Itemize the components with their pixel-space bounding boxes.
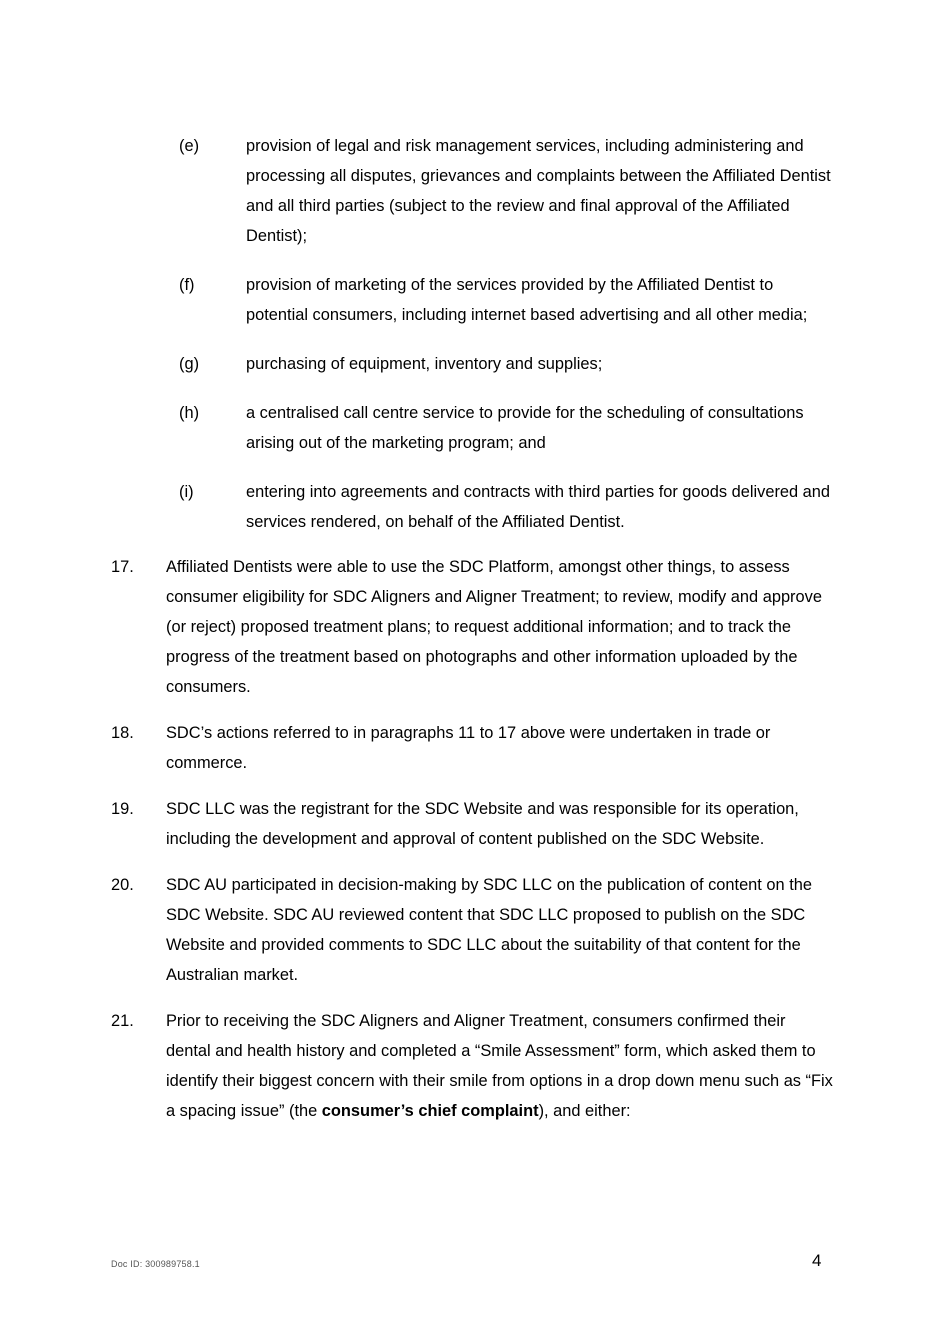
paragraph-19 <box>0 794 940 854</box>
paragraph-17 <box>0 552 940 702</box>
sub-item-h <box>0 398 940 458</box>
sub-item-e <box>0 131 940 251</box>
sub-item-label: (e) <box>179 137 200 155</box>
sub-item-label: (g) <box>179 355 200 373</box>
page-content <box>0 131 940 1142</box>
paragraph-text: SDC AU participated in decision-making by SDC LLC on the publication of content on the SDC Website. SDC AU reviewed content that SDC LLC proposed to publish on the SDC Website and provided comments to SDC LLC about the suitability of that content for the Australian market. <box>166 876 812 984</box>
paragraph-number: 21. <box>111 1012 134 1030</box>
paragraph-text-start: Prior to receiving the SDC Aligners and Aligner Treatment, consumers confirmed their dental and health history and completed a “Smile Assessment” form, which asked them to identify their biggest concern with their smile from options in a drop down menu such as “Fix a spacing issue” (the <box>166 1012 833 1120</box>
sub-item-text: provision of legal and risk management services, including administering and processing all disputes, grievances and complaints between the Affiliated Dentist and all third parties (subject to the review and final approval of the Affiliated Dentist); <box>246 137 831 245</box>
sub-item-text: provision of marketing of the services provided by the Affiliated Dentist to potential consumers, including internet based advertising and all other media; <box>246 276 808 324</box>
paragraph-20 <box>0 870 940 990</box>
sub-item-text: entering into agreements and contracts with third parties for goods delivered and services rendered, on behalf of the Affiliated Dentist. <box>246 483 831 531</box>
paragraph-number: 19. <box>111 800 134 818</box>
paragraph-text: Affiliated Dentists were able to use the SDC Platform, amongst other things, to assess consumer eligibility for SDC Aligners and Aligner Treatment; to review, modify and approve (or reject) proposed treatment plans; to request additional information; and to track the progress of the treatment based on photographs and other information uploaded by the consumers. <box>166 558 822 696</box>
sub-item-label: (f) <box>179 276 195 294</box>
paragraph-number: 17. <box>111 558 134 576</box>
paragraph-21 <box>0 1006 940 1126</box>
sub-item-label: (i) <box>179 483 194 501</box>
paragraph-text <box>166 1006 834 1126</box>
paragraph-text-end: ), and either: <box>538 1102 631 1120</box>
paragraph-text: SDC LLC was the registrant for the SDC Website and was responsible for its operation, including the development and approval of content published on the SDC Website. <box>166 800 799 848</box>
paragraph-number: 20. <box>111 876 134 894</box>
sub-item-g <box>0 349 940 379</box>
defined-term: consumer’s chief complaint <box>321 1102 539 1120</box>
sub-item-i <box>0 477 940 537</box>
sub-item-f <box>0 270 940 330</box>
sub-item-text: purchasing of equipment, inventory and supplies; <box>246 355 603 373</box>
paragraph-text: SDC’s actions referred to in paragraphs 11 to 17 above were undertaken in trade or commerce. <box>166 724 771 772</box>
document-id: Doc ID: 300989758.1 <box>111 1259 200 1269</box>
page-number: 4 <box>812 1251 822 1270</box>
sub-item-text: a centralised call centre service to provide for the scheduling of consultations arising out of the marketing program; and <box>246 404 804 452</box>
paragraph-number: 18. <box>111 724 134 742</box>
paragraph-18 <box>0 718 940 778</box>
sub-item-label: (h) <box>179 404 200 422</box>
